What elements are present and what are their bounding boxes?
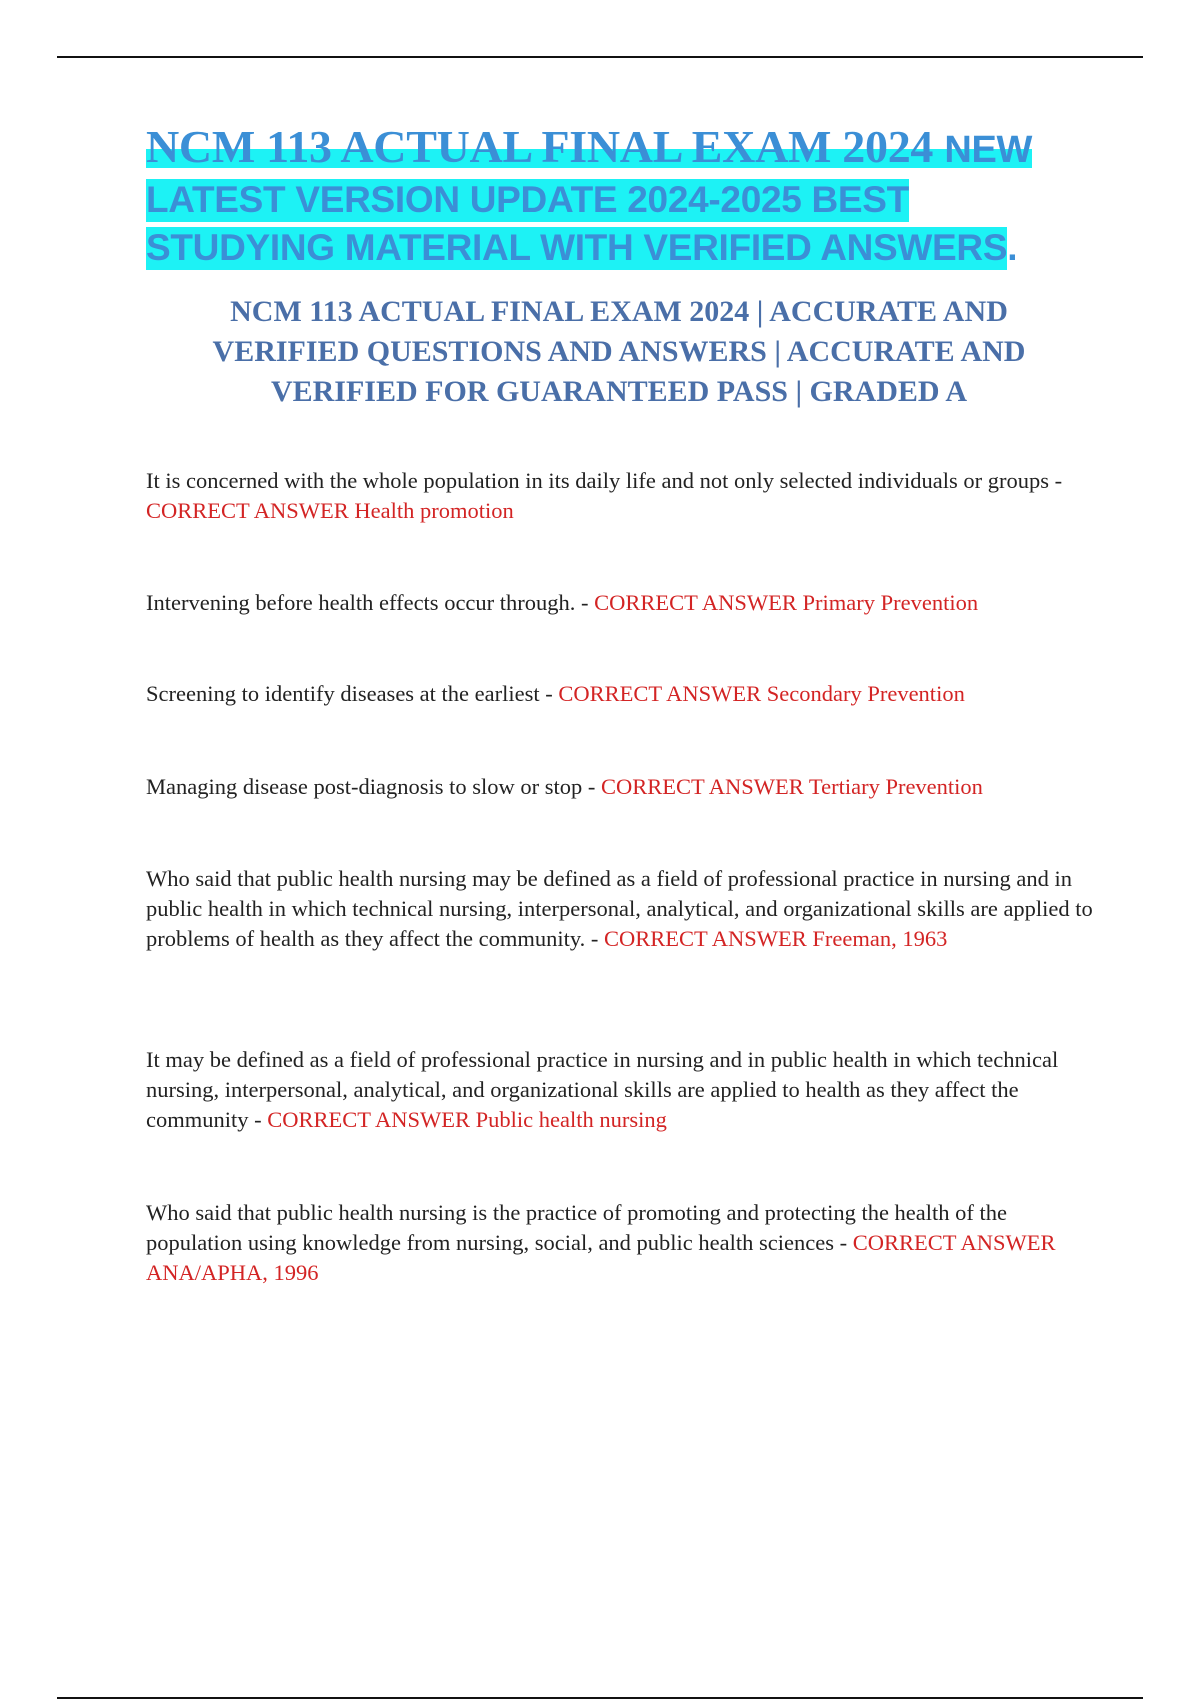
title-line-1 (146, 118, 1126, 176)
question-text: It is concerned with the whole population in its daily life and not only selected individuals or groups - (146, 468, 1063, 493)
bottom-rule (57, 1697, 1143, 1699)
question-text: It may be defined as a field of professional practice in nursing and in public health in which technical nursing, interpersonal, analytical, and organizational skills are applied to health as they affect the community - (146, 1047, 1059, 1132)
title-period: . (1007, 227, 1018, 268)
question-text: Managing disease post-diagnosis to slow or stop - (146, 774, 601, 799)
answer-text: CORRECT ANSWER ANA/APHA, 1996 (146, 1230, 1056, 1285)
title-line-1-sans: NEW (944, 129, 1033, 171)
title-line-2 (146, 176, 1126, 224)
answer-text: CORRECT ANSWER Secondary Prevention (558, 681, 965, 706)
answer-text: CORRECT ANSWER Freeman, 1963 (604, 926, 948, 951)
document-subtitle (146, 292, 1092, 412)
qa-item-7 (146, 1198, 1106, 1288)
title-line-3 (146, 224, 1126, 272)
title-line-3-text: STUDYING MATERIAL WITH VERIFIED ANSWERS (146, 227, 1008, 268)
document-title (146, 118, 1126, 272)
title-line-1-serif: NCM 113 ACTUAL FINAL EXAM 2024 (146, 121, 945, 172)
qa-item-5 (146, 864, 1106, 954)
qa-item-4 (146, 772, 1106, 802)
question-text: Who said that public health nursing is the practice of promoting and protecting the health of the population using knowledge from nursing, social, and public health sciences - (146, 1200, 1008, 1255)
question-text: Screening to identify diseases at the earliest - (146, 681, 559, 706)
subtitle-line-1: NCM 113 ACTUAL FINAL EXAM 2024 | ACCURATE AND (230, 295, 1008, 328)
question-text: Intervening before health effects occur through. - (146, 590, 595, 615)
subtitle-line-3: VERIFIED FOR GUARANTEED PASS | GRADED A (270, 375, 968, 408)
answer-text: CORRECT ANSWER Health promotion (146, 498, 514, 523)
subtitle-line-2: VERIFIED QUESTIONS AND ANSWERS | ACCURATE AND (212, 335, 1026, 368)
answer-text: CORRECT ANSWER Public health nursing (267, 1107, 667, 1132)
qa-item-2 (146, 588, 1106, 618)
question-text: Who said that public health nursing may be defined as a field of professional practice in nursing and in public health in which technical nursing, interpersonal, analytical, and organizational skills are applied to problems of health as they affect the community. - (146, 866, 1093, 951)
top-rule (57, 56, 1143, 58)
qa-item-3 (146, 679, 1106, 709)
answer-text: CORRECT ANSWER Tertiary Prevention (600, 774, 983, 799)
answer-text: CORRECT ANSWER Primary Prevention (594, 590, 979, 615)
title-line-2-text: LATEST VERSION UPDATE 2024-2025 BEST (146, 179, 909, 220)
qa-item-6 (146, 1045, 1106, 1135)
qa-item-1 (146, 466, 1106, 526)
